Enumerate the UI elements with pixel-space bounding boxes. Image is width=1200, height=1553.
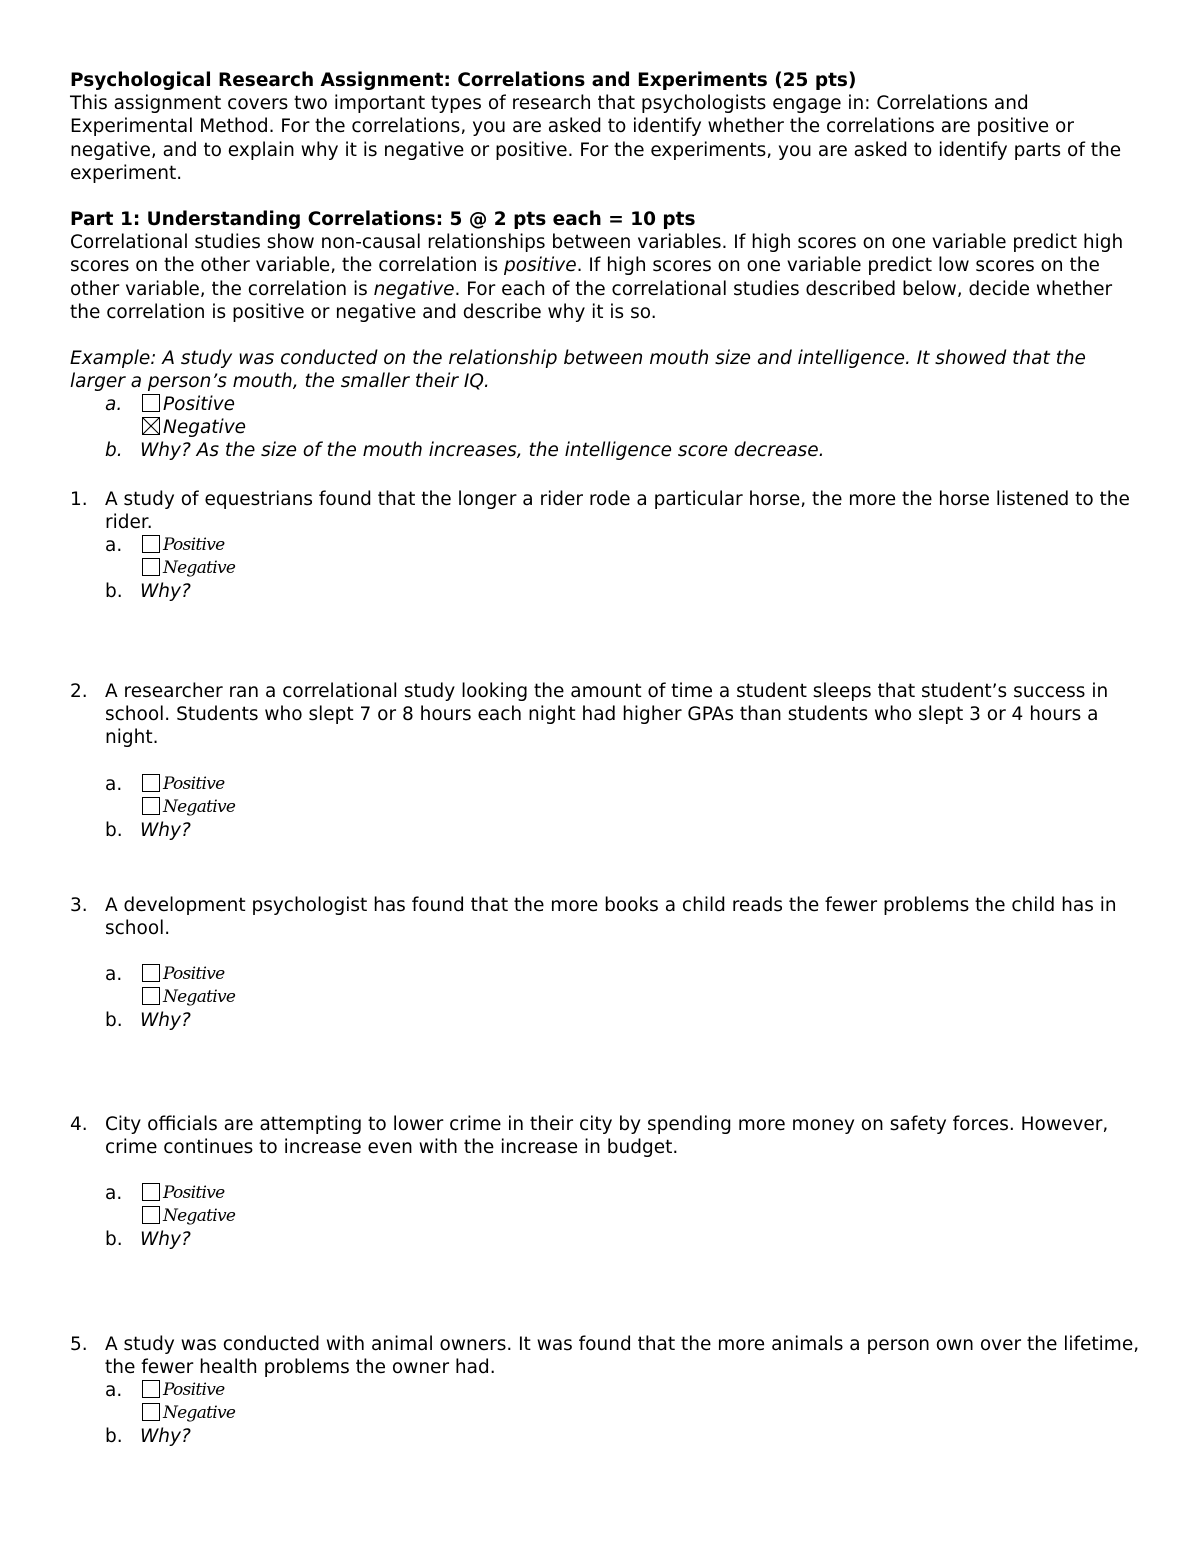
letter-b: b.: [105, 1229, 123, 1251]
question-number: 2.: [70, 681, 88, 702]
negative-checkbox[interactable]: [142, 1403, 160, 1421]
positive-label: Positive: [163, 964, 225, 985]
negative-label: Negative: [163, 987, 236, 1008]
negative-checkbox[interactable]: [142, 987, 160, 1005]
page-title: Psychological Research Assignment: Correlations and Experiments (25 pts): [70, 70, 857, 91]
example-positive-checkbox[interactable]: [142, 394, 160, 412]
option-positive: [70, 963, 1140, 986]
part1-desc-c: . For each of the correlational studies described below, decide whether the correlation is positive or negative and describe why it is so.: [70, 278, 1113, 323]
why-label: Why?: [140, 1426, 191, 1448]
option-positive: [70, 1379, 1140, 1402]
why-row: [70, 1425, 1140, 1448]
option-negative: [70, 796, 1140, 819]
example-letter-a: a.: [105, 394, 123, 416]
positive-checkbox[interactable]: [142, 1183, 160, 1201]
option-negative: [70, 986, 1140, 1009]
example-negative-checkbox[interactable]: [142, 417, 160, 435]
why-label: Why?: [140, 581, 191, 603]
positive-label: Positive: [163, 535, 225, 556]
example-block: [70, 347, 1140, 462]
why-label: Why?: [140, 1229, 191, 1251]
negative-checkbox[interactable]: [142, 797, 160, 815]
negative-label: Negative: [163, 558, 236, 579]
question-2: [70, 680, 1140, 842]
question-number: 1.: [70, 489, 88, 510]
letter-a: a.: [105, 773, 123, 795]
why-row: [70, 819, 1140, 842]
why-row: [70, 1009, 1140, 1032]
negative-checkbox[interactable]: [142, 1206, 160, 1224]
positive-label: Positive: [163, 1380, 225, 1401]
question-number: 4.: [70, 1114, 88, 1135]
question-5: [70, 1333, 1140, 1448]
option-positive: [70, 773, 1140, 796]
option-negative: [70, 1402, 1140, 1425]
question-number: 5.: [70, 1334, 88, 1355]
option-negative: [70, 557, 1140, 580]
positive-checkbox[interactable]: [142, 535, 160, 553]
example-option-negative: [70, 416, 1140, 439]
positive-checkbox[interactable]: [142, 1380, 160, 1398]
question-text: City officials are attempting to lower crime in their city by spending more money on safety forces. However, crime continues to increase even with the increase in budget.: [105, 1114, 1109, 1159]
negative-label: Negative: [163, 796, 236, 817]
part1-description: [70, 231, 1140, 324]
question-text: A study was conducted with animal owners. It was found that the more animals a person own over the lifetime, the fewer health problems the owner had.: [105, 1334, 1140, 1379]
part1-heading: Part 1: Understanding Correlations: 5 @ 2 pts each = 10 pts: [70, 209, 696, 231]
letter-b: b.: [105, 1426, 123, 1448]
question-4: [70, 1113, 1140, 1251]
positive-label: Positive: [163, 1183, 225, 1204]
why-row: [70, 580, 1140, 603]
option-positive: [70, 1182, 1140, 1205]
question-1: [70, 488, 1140, 603]
negative-checkbox[interactable]: [142, 558, 160, 576]
intro-paragraph: This assignment covers two important types of research that psychologists engage in: Correlations and Experimental Method. For the correlations, you are asked to identify whether the correlations are positive or negative, and to explain why it is negative or positive. For the experiments, you are asked to identify parts of the experiment.: [70, 93, 1122, 184]
question-number: 3.: [70, 895, 88, 916]
option-negative: [70, 1205, 1140, 1228]
part1-desc-negative: negative: [373, 278, 455, 300]
why-label: Why?: [140, 819, 191, 841]
document-page: [70, 69, 1140, 1448]
positive-checkbox[interactable]: [142, 964, 160, 982]
part1-desc-positive: positive: [504, 255, 577, 277]
example-option-positive: [70, 393, 1140, 416]
question-text: A study of equestrians found that the longer a rider rode a particular horse, the more the horse listened to the rider.: [105, 489, 1130, 534]
option-positive: [70, 534, 1140, 557]
negative-label: Negative: [163, 1206, 236, 1227]
letter-a: a.: [105, 535, 123, 557]
why-row: [70, 1228, 1140, 1251]
part1-desc-b: . If high scores on one variable predict low scores on the other variable, the correlation is: [70, 255, 1100, 300]
example-positive-label: Positive: [163, 394, 235, 416]
letter-a: a.: [105, 1183, 123, 1205]
question-text: A development psychologist has found that the more books a child reads the fewer problems the child has in school.: [105, 895, 1117, 940]
letter-a: a.: [105, 1380, 123, 1402]
positive-label: Positive: [163, 773, 225, 794]
example-text: Example: A study was conducted on the relationship between mouth size and intelligence. It showed that the larger a person’s mouth, the smaller their IQ.: [70, 348, 1086, 393]
positive-checkbox[interactable]: [142, 774, 160, 792]
letter-b: b.: [105, 581, 123, 603]
checked-x-icon: [143, 418, 159, 434]
example-why-row: [70, 439, 1140, 462]
letter-b: b.: [105, 1010, 123, 1032]
letter-b: b.: [105, 819, 123, 841]
question-text: A researcher ran a correlational study looking the amount of time a student sleeps that student’s success in school. Students who slept 7 or 8 hours each night had higher GPAs than students who slept 3 or 4 hours a night.: [105, 681, 1109, 749]
example-why: Why? As the size of the mouth increases, the intelligence score decrease.: [140, 440, 825, 462]
letter-a: a.: [105, 964, 123, 986]
why-label: Why?: [140, 1010, 191, 1032]
example-negative-label: Negative: [163, 417, 247, 439]
question-3: [70, 894, 1140, 1032]
part1-desc-a: Correlational studies show non-causal relationships between variables. If high scores on one variable predict high scores on the other variable, the correlation is: [70, 232, 1124, 277]
example-letter-b: b.: [105, 440, 123, 462]
negative-label: Negative: [163, 1403, 236, 1424]
